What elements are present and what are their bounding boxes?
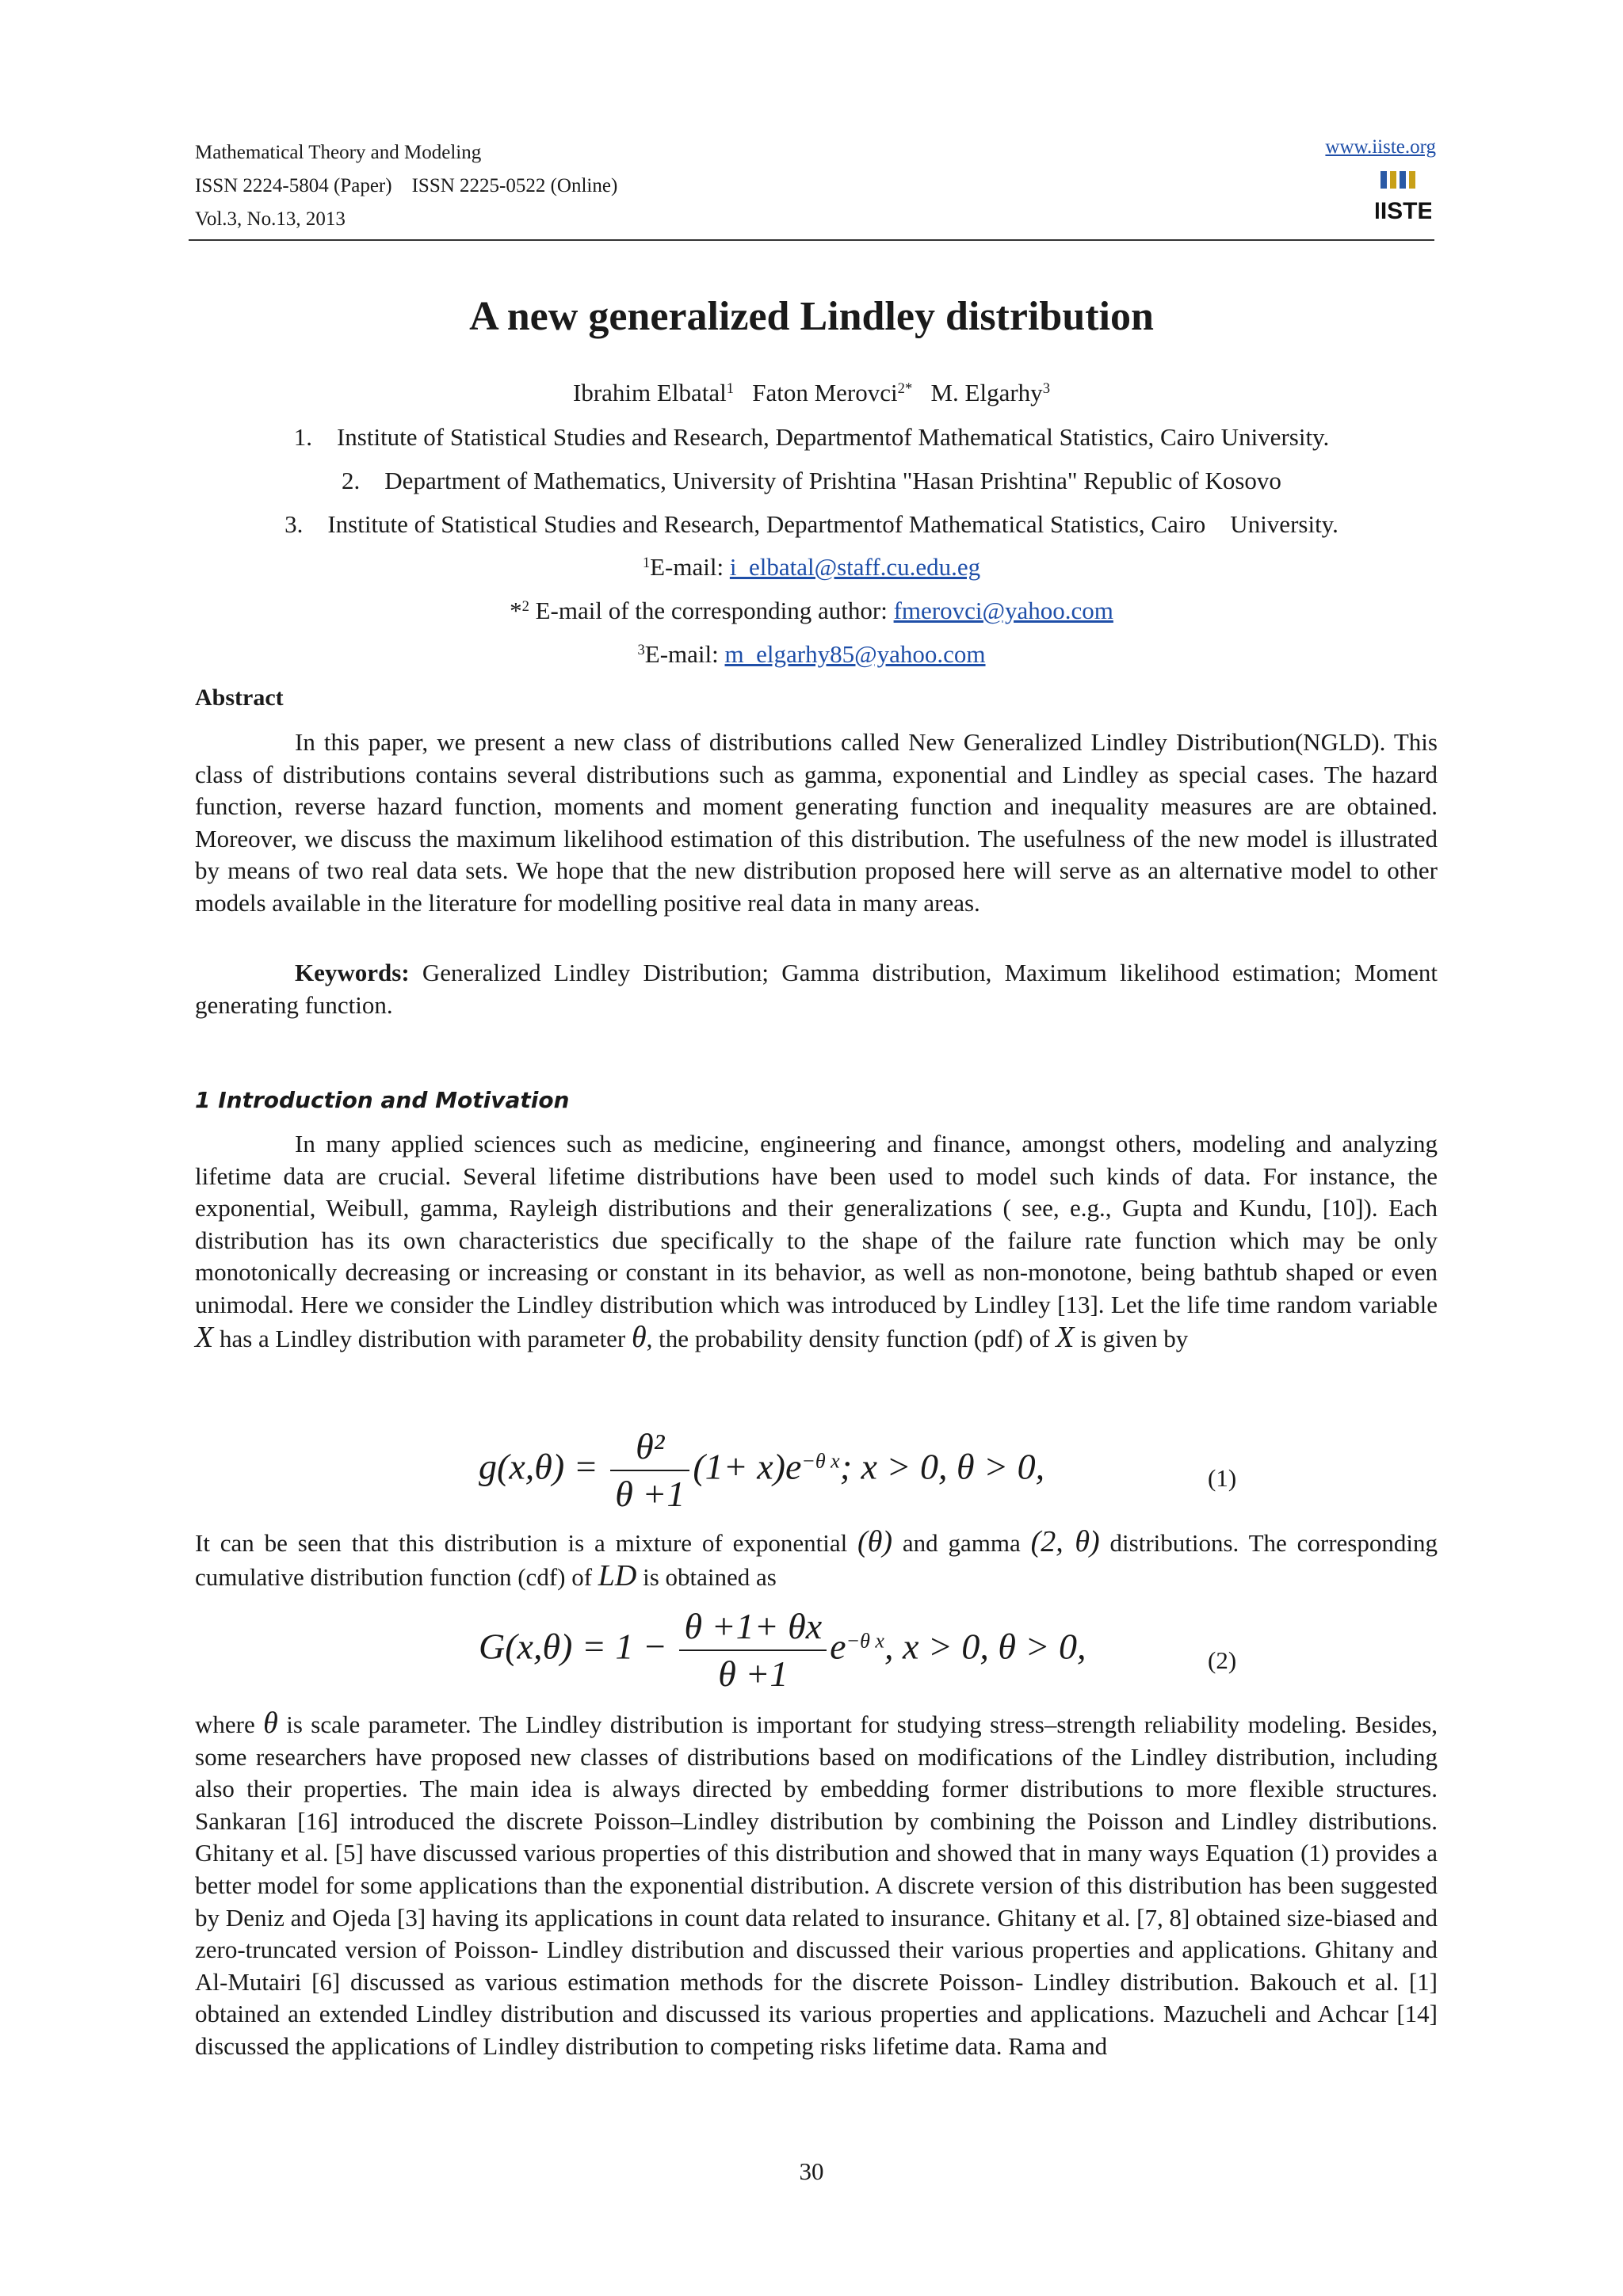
equation-1-number: (1) bbox=[1208, 1464, 1237, 1492]
equation-1: g(x,θ) = $\frac{\text{θ²}}{\theta +1}$ $(1+ x)e^{-\theta x}$; x > 0, θ > 0, bbox=[479, 1424, 1044, 1517]
affiliation-1: 1. Institute of Statistical Studies and Research, Departmentof Mathematical Statistics, Cairo University. bbox=[293, 423, 1330, 451]
email-line-1: $^1$E-mail: i_elbatal@staff.cu.edu.eg bbox=[642, 553, 981, 581]
author-2: Faton Merovci bbox=[752, 379, 898, 406]
author-1: Ibrahim Elbatal bbox=[573, 379, 727, 406]
equation-2-number: (2) bbox=[1208, 1646, 1237, 1674]
equation-1-fraction: $\frac{\text{θ²}}{\theta +1}$ bbox=[610, 1424, 689, 1517]
section-1-paragraph-2: It can be seen that this distribution is a mixture of exponential (θ) and gamma (2, θ) distributions. The corresponding cumulative distribution function (cdf) of LD is obtained as bbox=[195, 1525, 1438, 1592]
email-line-3: $^3$E-mail: m_elgarhy85@yahoo.com bbox=[637, 640, 986, 668]
journal-name: Mathematical Theory and Modeling bbox=[195, 142, 482, 163]
equation-2: G(x,θ) = 1 − $\frac{\theta +1+ \theta x}{\theta +1}$ $e^{-\theta x}$, x > 0, θ > 0, bbox=[479, 1604, 1086, 1697]
email-link-1[interactable]: i_elbatal@staff.cu.edu.eg bbox=[729, 553, 981, 581]
abstract-heading: Abstract bbox=[195, 685, 284, 711]
journal-issn: ISSN 2224-5804 (Paper) ISSN 2225-0522 (Online) bbox=[195, 175, 618, 196]
equation-2-fraction: $\frac{\theta +1+ \theta x}{\theta +1}$ bbox=[679, 1604, 827, 1697]
affiliation-3: 3. Institute of Statistical Studies and Research, Departmentof Mathematical Statistics, Cairo University. bbox=[285, 510, 1338, 538]
page-number: 30 bbox=[799, 2157, 824, 2185]
section-1-paragraph-3: where θ is scale parameter. The Lindley distribution is important for studying stress–strength reliability modeling. Besides, some researchers have proposed new classes of distributions based on modifications of the Lindley distribution, including also their properties. The main idea is always directed by embedding former distributions to more flexible structures. Sankaran [16] introduced the discrete Poisson–Lindley distribution by combining the Poisson and Lindley distributions. Ghitany et al. [5] have discussed various properties of this distribution and showed that in many ways Equation (1) provides a better model for some applications than the exponential distribution. A discrete version of this distribution has been suggested by Deniz and Ojeda [3] having its applications in count data related to insurance. Ghitany et al. [7, 8] obtained size-biased and zero-truncated version of Poisson- Lindley distribution and discussed their various properties and applications. Ghitany and Al-Mutairi [6] discussed as various estimation methods for the discrete Poisson- Lindley distribution. Bakouch et al. [1] obtained an extended Lindley distribution and discussed its various properties and applications. Mazucheli and Achcar [14] discussed the applications of Lindley distribution to competing risks lifetime data. Rama and bbox=[195, 1707, 1438, 2060]
journal-website-link[interactable]: www.iiste.org bbox=[1325, 136, 1436, 158]
header-divider bbox=[189, 239, 1434, 241]
logo-text: IISTE bbox=[1376, 198, 1431, 224]
email-line-2: *$^2$ E-mail of the corresponding author: fmerovci@yahoo.com bbox=[510, 597, 1113, 624]
abstract-body: In this paper, we present a new class of distributions called New Generalized Lindley Distribution(NGLD). This class of distributions contains several distributions such as gamma, exponential and Lindley as special cases. The hazard function, reverse hazard function, moments and moment generating function and inequality measures are are obtained. Moreover, we discuss the maximum likelihood estimation of this distribution. The usefulness of the new model is illustrated by means of two real data sets. We hope that the new distribution proposed here will serve as an alternative model to other models available in the literature for modelling positive real data in many areas. bbox=[195, 728, 1438, 917]
author-3: M. Elgarhy bbox=[930, 379, 1043, 406]
section-1-paragraph-1: In many applied sciences such as medicine, engineering and finance, amongst others, modeling and analyzing lifetime data are crucial. Several lifetime distributions have been used to model such kinds of data. For instance, the exponential, Weibull, gamma, Rayleigh distributions and their generalizations ( see, e.g., Gupta and Kundu, [10]). Each distribution has its own characteristics due specifically to the shape of the failure rate function which may be only monotonically decreasing or increasing or constant in its behavior, as well as non-monotone, being bathtub shaped or even unimodal. Here we consider the Lindley distribution which was introduced by Lindley [13]. Let the life time random variable X has a Lindley distribution with parameter θ, the probability density function (pdf) of X is given by bbox=[195, 1130, 1438, 1354]
author-line: Ibrahim Elbatal$^1$ Faton Merovci$^{2*}$ M. Elgarhy$^3$ bbox=[573, 379, 1050, 406]
email-link-3[interactable]: m_elgarhy85@yahoo.com bbox=[724, 640, 986, 668]
email-link-2[interactable]: fmerovci@yahoo.com bbox=[893, 597, 1113, 624]
affiliation-2: 2. Department of Mathematics, University of Prishtina "Hasan Prishtina" Republic of Kosovo bbox=[342, 467, 1281, 494]
journal-volume: Vol.3, No.13, 2013 bbox=[195, 208, 346, 230]
iiste-logo bbox=[1376, 170, 1431, 225]
section-1-heading: 1 Introduction and Motivation bbox=[195, 1087, 570, 1113]
paper-title: A new generalized Lindley distribution bbox=[469, 294, 1154, 339]
keywords: Keywords: Generalized Lindley Distribution; Gamma distribution, Maximum likelihood estimation; Moment generating function. bbox=[195, 959, 1438, 1019]
